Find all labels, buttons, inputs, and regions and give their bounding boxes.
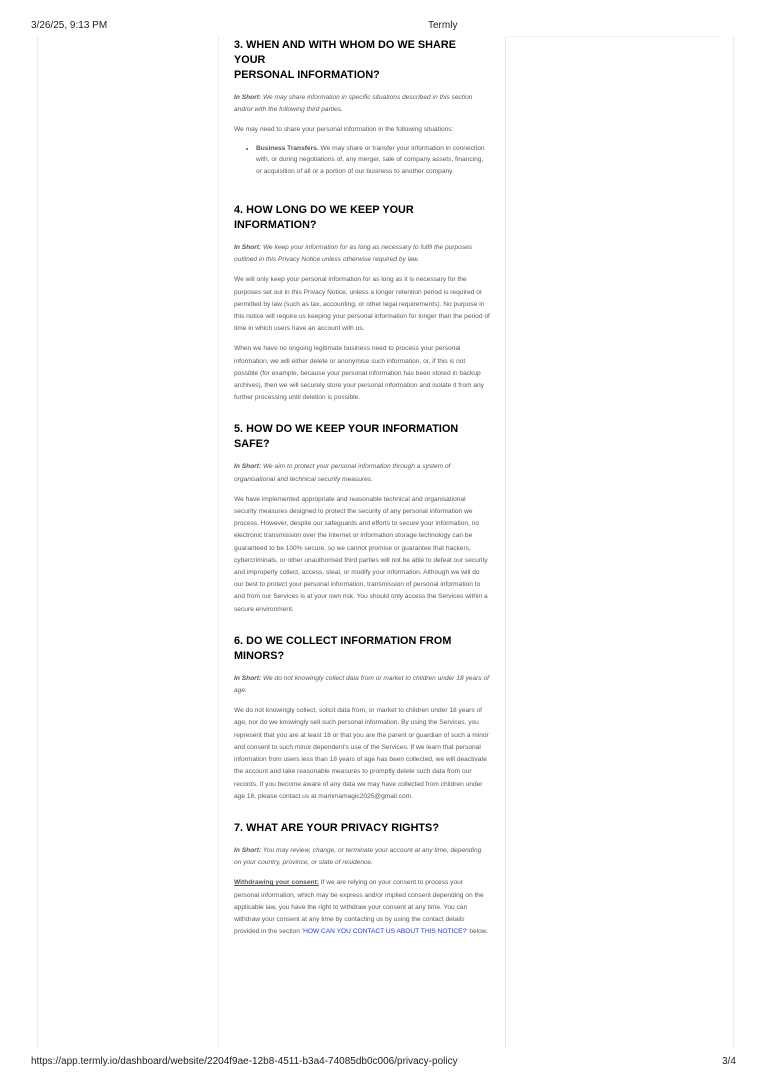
withdrawing-consent-label: Withdrawing your consent: [234, 879, 319, 887]
in-short-summary [234, 242, 490, 266]
in-short-label: In Short: [234, 846, 262, 854]
in-short-text: We aim to protect your personal information through a system of organisational and technical security measures. [234, 463, 451, 483]
paragraph: We have implemented appropriate and reasonable technical and organisational security measures designed to protect the security of any personal information we process. However, despite our safeguards and efforts to secure your information, no electronic transmission over the Internet or information storage technology can be guaranteed to be 100% secure, so we cannot promise or guarantee that hackers, cybercriminals, or other unauthorised third parties will not be able to defeat our security and improperly collect, access, steal, or modify your information. Although we will do our best to protect your personal information, transmission of personal information to and from our Services is at your own risk. You should only access the Services within a secure environment. [234, 495, 488, 613]
in-short-label: In Short: [234, 244, 262, 251]
section-security [234, 422, 490, 615]
heading-line: 6. DO WE COLLECT INFORMATION FROM [234, 634, 452, 647]
heading-line: PERSONAL INFORMATION? [234, 69, 380, 81]
privacy-policy-content [234, 36, 490, 938]
section-share-information [234, 36, 490, 178]
paragraph: When we have no ongoing legitimate business need to process your personal information, we will either delete or anonymise such information, or, if this is not possible (for example, because your personal information has been stored in backup archives), then we will securely store your personal information and isolate it from any further processing until deletion is possible. [234, 345, 484, 402]
section-minors [234, 634, 490, 803]
in-short-summary [234, 845, 490, 869]
print-url: https://app.termly.io/dashboard/website/2204f9ae-12b8-4511-b3a4-74085db0c006/privacy-policy [31, 1056, 458, 1067]
consent-text: If we are relying on your consent to process your personal information, which may be express and/or implied consent depending on the applicable law, you have the right to withdraw your consent at any time. You can withdraw your consent at any time by contacting us by using the contact details provided in the section ' [234, 879, 484, 936]
print-header [0, 18, 768, 34]
consent-paragraph [234, 877, 490, 938]
paragraph: We may need to share your personal information in the following situations: [234, 126, 454, 134]
section-heading: 7. WHAT ARE YOUR PRIVACY RIGHTS? [234, 821, 439, 834]
consent-after-link: ' below. [466, 928, 489, 936]
in-short-summary [234, 92, 490, 116]
paragraph: We do not knowingly collect, solicit data from, or market to children under 18 years of age, nor do we knowingly sell such personal information. By using the Services, you represent that you are at least 18 or that you are the parent or guardian of such a minor and consent to such minor dependent's use of the Services. If we learn that personal information from users less than 18 years of age has been collected, we will deactivate the account and take reasonable measures to promptly delete such data from our records. If you become aware of any data we may have collected from children under age 18, please contact us at mammamagic2025@gmail.com. [234, 707, 489, 800]
section-retention [234, 203, 490, 404]
in-short-text: We do not knowingly collect data from or market to children under 18 years of age. [234, 674, 489, 695]
in-short-text: We keep your information for as long as necessary to fulfil the purposes outlined in this Privacy Notice unless otherwise required by law. [234, 244, 473, 264]
print-datetime: 3/26/25, 9:13 PM [31, 20, 108, 31]
in-short-label: In Short: [234, 674, 262, 682]
heading-line: 3. WHEN AND WITH WHOM DO WE SHARE YOUR [234, 39, 456, 66]
contact-us-link[interactable]: HOW CAN YOU CONTACT US ABOUT THIS NOTICE? [303, 928, 467, 936]
section-heading: 5. HOW DO WE KEEP YOUR INFORMATION SAFE? [234, 423, 459, 451]
bullet-text: We may share or transfer your information in connection with, or during negotiations of, any merger, sale of company assets, financing, or acquisition of all or a portion of our business to another company. [256, 144, 485, 176]
in-short-label: In Short: [234, 94, 262, 101]
in-short-label: In Short: [234, 463, 262, 471]
divider [505, 36, 720, 37]
print-page-title: Termly [428, 20, 458, 31]
section-heading [234, 36, 490, 83]
bullet-label: Business Transfers. [256, 144, 319, 152]
bullet-list [234, 143, 490, 178]
in-short-text: You may review, change, or terminate your account at any time, depending on your country, province, or state of residence. [234, 846, 482, 867]
section-heading [234, 634, 490, 664]
section-privacy-rights [234, 821, 490, 938]
page-number: 3/4 [722, 1056, 736, 1067]
in-short-summary [234, 461, 490, 485]
heading-line: MINORS? [234, 649, 285, 662]
paragraph: We will only keep your personal information for as long as it is necessary for the purposes set out in this Privacy Notice, unless a longer retention period is required or permitted by law (such as tax, accounting, or other legal requirements). No purpose in this notice will require us keeping your personal information for longer than the period of time in which users have an account with us. [234, 276, 490, 333]
print-footer [0, 1054, 768, 1070]
in-short-text: We may share information in specific situations described in this section and/or with the following third parties. [234, 94, 473, 114]
section-heading: 4. HOW LONG DO WE KEEP YOUR INFORMATION? [234, 204, 414, 231]
list-item [256, 143, 490, 178]
in-short-summary [234, 673, 490, 697]
